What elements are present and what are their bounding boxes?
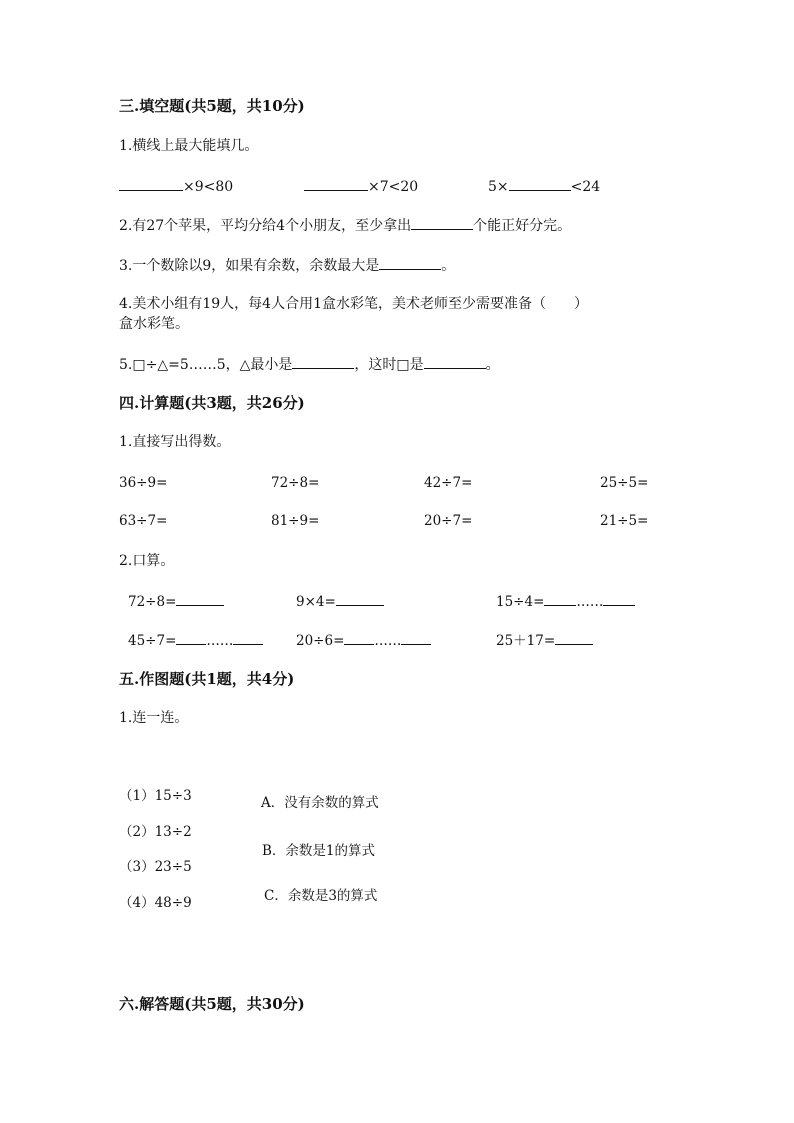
answer-blank[interactable] bbox=[336, 591, 384, 606]
question-3-1-item-3 bbox=[488, 176, 600, 197]
question-text: 5.□÷△=5……5，△最小是 bbox=[119, 357, 293, 373]
matching-right-item[interactable]: B．余数是1的算式 bbox=[262, 843, 376, 859]
answer-blank[interactable] bbox=[509, 176, 571, 191]
answer-blank[interactable] bbox=[411, 215, 473, 230]
question-3-1-text: 1.横线上最大能填几。 bbox=[119, 138, 259, 154]
question-4-1-text: 1.直接写出得数。 bbox=[119, 434, 231, 450]
answer-blank[interactable] bbox=[176, 591, 224, 606]
oral-calc-item bbox=[128, 591, 224, 612]
question-3-1-item-1 bbox=[119, 176, 233, 197]
expression: 25＋17= bbox=[496, 633, 556, 649]
question-text-end: 。 bbox=[441, 258, 456, 274]
expression-prefix: 5× bbox=[488, 179, 509, 195]
question-3-5 bbox=[119, 354, 500, 375]
quotient-blank[interactable] bbox=[544, 591, 576, 606]
question-text-end: 。 bbox=[485, 357, 500, 373]
calc-item: 81÷9= bbox=[271, 513, 320, 529]
answer-blank[interactable] bbox=[119, 176, 183, 191]
matching-left-item[interactable]: （1）15÷3 bbox=[119, 788, 192, 804]
expression: ×7<20 bbox=[368, 179, 419, 195]
quotient-blank[interactable] bbox=[176, 630, 206, 645]
expression: 15÷4= bbox=[496, 594, 545, 610]
remainder-blank[interactable] bbox=[603, 591, 635, 606]
answer-blank[interactable] bbox=[304, 176, 368, 191]
matching-left-item[interactable]: （3）23÷5 bbox=[119, 859, 192, 875]
question-3-2 bbox=[119, 215, 571, 236]
calc-item: 42÷7= bbox=[424, 475, 473, 491]
oral-calc-item bbox=[496, 630, 593, 651]
expression: 20÷6= bbox=[296, 633, 345, 649]
calc-item: 21÷5= bbox=[600, 513, 649, 529]
expression: ×9<80 bbox=[183, 179, 234, 195]
calc-item: 20÷7= bbox=[424, 513, 473, 529]
remainder-dots: …… bbox=[374, 633, 402, 649]
calc-item: 36÷9= bbox=[119, 475, 168, 491]
oral-calc-item bbox=[296, 591, 384, 612]
answer-blank[interactable] bbox=[555, 630, 593, 645]
oral-calc-item bbox=[296, 630, 431, 651]
matching-right-item[interactable]: A．没有余数的算式 bbox=[261, 795, 379, 811]
question-text-end: 个能正好分完。 bbox=[473, 218, 572, 234]
section-5-title: 五.作图题(共1题，共4分) bbox=[119, 670, 295, 688]
remainder-blank[interactable] bbox=[233, 630, 263, 645]
section-6-title: 六.解答题(共5题，共30分) bbox=[119, 995, 305, 1013]
remainder-dots: …… bbox=[576, 594, 604, 610]
question-3-1-item-2 bbox=[304, 176, 418, 197]
question-3-4-line-2: 盒水彩笔。 bbox=[119, 316, 189, 332]
question-3-3 bbox=[119, 255, 455, 276]
question-4-2-text: 2.口算。 bbox=[119, 553, 175, 569]
question-text-mid: ，这时□是 bbox=[354, 357, 424, 373]
calc-item: 63÷7= bbox=[119, 513, 168, 529]
quotient-blank[interactable] bbox=[344, 630, 374, 645]
calc-item: 72÷8= bbox=[271, 475, 320, 491]
section-3-title: 三.填空题(共5题，共10分) bbox=[119, 97, 305, 115]
answer-blank-2[interactable] bbox=[424, 354, 486, 369]
question-5-1-text: 1.连一连。 bbox=[119, 710, 189, 726]
expression: 45÷7= bbox=[128, 633, 177, 649]
calc-item: 25÷5= bbox=[600, 475, 649, 491]
section-4-title: 四.计算题(共3题，共26分) bbox=[119, 394, 305, 412]
remainder-dots: …… bbox=[206, 633, 234, 649]
oral-calc-item bbox=[128, 630, 263, 651]
oral-calc-item bbox=[496, 591, 635, 612]
expression-suffix: <24 bbox=[570, 179, 601, 195]
matching-left-item[interactable]: （2）13÷2 bbox=[119, 824, 192, 840]
remainder-blank[interactable] bbox=[401, 630, 431, 645]
expression: 72÷8= bbox=[128, 594, 177, 610]
matching-left-item[interactable]: （4）48÷9 bbox=[119, 895, 192, 911]
question-text: 3.一个数除以9，如果有余数，余数最大是 bbox=[119, 258, 380, 274]
expression: 9×4= bbox=[296, 594, 336, 610]
answer-blank[interactable] bbox=[379, 255, 441, 270]
matching-right-item[interactable]: C．余数是3的算式 bbox=[264, 888, 378, 904]
question-text: 2.有27个苹果，平均分给4个小朋友，至少拿出 bbox=[119, 218, 412, 234]
answer-blank-1[interactable] bbox=[292, 354, 354, 369]
question-3-4-line-1: 4.美术小组有19人，每4人合用1盒水彩笔，美术老师至少需要准备（ ） bbox=[119, 296, 588, 312]
